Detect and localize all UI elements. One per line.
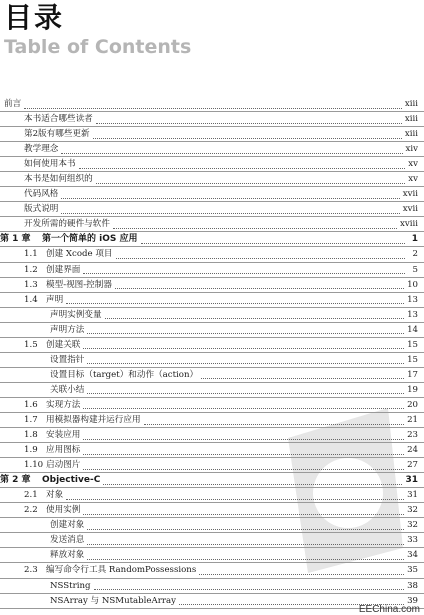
page-subtitle: Table of Contents <box>4 36 192 58</box>
toc-entry-label: 代码风格 <box>24 189 59 200</box>
dot-leader <box>24 100 402 109</box>
toc-entry-page: 14 <box>407 324 418 335</box>
toc-entry-page: 15 <box>407 339 418 350</box>
toc-entry-row[interactable] <box>0 518 424 533</box>
toc-entry-label: 版式说明 <box>24 204 59 215</box>
dot-leader <box>66 295 404 304</box>
toc-entry-label: 安装应用 <box>46 430 81 441</box>
toc-entry-label: 第一个简单的 iOS 应用 <box>42 234 138 245</box>
dot-leader <box>87 536 404 545</box>
toc-entry-page: xiv <box>405 144 418 155</box>
dot-leader <box>83 431 404 440</box>
toc-entry-row[interactable] <box>0 443 424 458</box>
toc-entry-label: 用模拟器构建并运行应用 <box>46 414 141 425</box>
toc-entry-page: xv <box>408 174 418 185</box>
toc-entry-label: 创建关联 <box>46 339 81 350</box>
toc-entry-number: 第 1 章 <box>0 234 31 245</box>
toc-entry-row[interactable] <box>0 368 424 383</box>
toc-entry-row[interactable] <box>0 338 424 353</box>
dot-leader <box>141 235 406 244</box>
toc-entry-page: xvii <box>402 189 418 200</box>
dot-leader <box>116 250 405 259</box>
toc-entry-page: 10 <box>407 279 418 290</box>
toc-entry-number: 1.4 <box>24 294 38 305</box>
toc-entry-label: 发送消息 <box>50 535 85 546</box>
dot-leader <box>96 115 402 124</box>
toc-entry-row[interactable] <box>0 413 424 428</box>
dot-leader <box>83 446 404 455</box>
toc-entry-row[interactable] <box>0 458 424 473</box>
toc-entry-row[interactable] <box>0 533 424 548</box>
toc-entry-number: 第 2 章 <box>0 475 31 486</box>
dot-leader <box>87 355 404 364</box>
toc-entry-page: 31 <box>407 490 418 501</box>
toc-entry-page: 2 <box>412 249 418 260</box>
toc-entry-row[interactable] <box>0 293 424 308</box>
dot-leader <box>87 521 404 530</box>
toc-entry-label: 编写命令行工具 RandomPossessions <box>46 565 197 576</box>
dot-leader <box>79 160 405 169</box>
toc-entry-number: 2.2 <box>24 505 38 516</box>
toc-entry-label: 前言 <box>4 99 22 109</box>
toc-entry-label: NSArray 与 NSMutableArray <box>50 595 176 606</box>
toc-entry-page: xiii <box>404 129 418 140</box>
toc-entry-row[interactable] <box>0 398 424 413</box>
dot-leader <box>83 400 404 409</box>
toc-entry-page: 23 <box>407 430 418 441</box>
dot-leader <box>96 175 405 184</box>
toc-entry-page: 5 <box>412 264 418 275</box>
dot-leader <box>87 385 404 394</box>
dot-leader <box>144 416 405 425</box>
toc-entry-label: 设置目标（target）和动作（action） <box>50 369 199 380</box>
toc-entry-label: Objective-C <box>42 475 101 486</box>
toc-entry-row[interactable] <box>0 97 424 112</box>
toc-entry-row[interactable] <box>0 157 424 172</box>
toc-entry-number: 1.10 <box>24 460 44 471</box>
dot-leader <box>83 461 404 470</box>
toc-entry-row[interactable] <box>0 187 424 202</box>
toc-entry-number: 2.3 <box>24 565 38 576</box>
dot-leader <box>201 370 404 379</box>
toc-entry-page: 32 <box>407 520 418 531</box>
toc-entry-page: 13 <box>407 309 418 320</box>
toc-entry-row[interactable] <box>0 353 424 368</box>
toc-entry-page: 20 <box>407 399 418 410</box>
dot-leader <box>66 491 404 500</box>
dot-leader <box>105 310 404 319</box>
toc-entry-number: 1.9 <box>24 445 38 456</box>
toc-entry-row[interactable] <box>0 579 424 594</box>
dot-leader <box>94 581 405 590</box>
toc-entry-row[interactable] <box>0 308 424 323</box>
dot-leader <box>115 280 404 289</box>
toc-entry-page: 1 <box>411 234 418 245</box>
dot-leader <box>93 130 402 139</box>
toc-entry-row[interactable] <box>0 428 424 443</box>
toc-entry-label: 创建界面 <box>46 264 81 275</box>
toc-entry-row[interactable] <box>0 503 424 518</box>
toc-entry-row[interactable] <box>0 323 424 338</box>
toc-entry-page: xviii <box>400 219 418 230</box>
toc-entry-number: 1.5 <box>24 339 38 350</box>
watermark: EEChina.com <box>358 604 420 615</box>
dot-leader <box>87 551 404 560</box>
toc-entry-label: 声明实例变量 <box>50 309 102 320</box>
toc-entry-label: 如何使用本书 <box>24 159 76 170</box>
toc-entry-row[interactable] <box>0 127 424 142</box>
toc-entry-label: 本书是如何组织的 <box>24 174 93 185</box>
toc-entry-label: NSString <box>50 580 91 591</box>
dot-leader <box>61 145 402 154</box>
toc-entry-row[interactable] <box>0 202 424 217</box>
toc-entry-row[interactable] <box>0 142 424 157</box>
dot-leader <box>87 325 404 334</box>
toc-entry-row[interactable] <box>0 383 424 398</box>
toc-entry-page: 17 <box>407 369 418 380</box>
dot-leader <box>113 220 397 229</box>
toc-entry-page: 27 <box>407 460 418 471</box>
toc-entry-row[interactable] <box>0 488 424 503</box>
dot-leader <box>61 190 399 199</box>
toc-entry-label: 应用图标 <box>46 445 81 456</box>
toc-entry-row[interactable] <box>0 263 424 278</box>
toc-entry-number: 2.1 <box>24 490 38 501</box>
toc-entry-page: 21 <box>407 414 418 425</box>
toc-chapter-row[interactable] <box>0 473 424 488</box>
toc-entry-page: 39 <box>407 595 418 606</box>
toc-entry-page: xiii <box>404 99 418 109</box>
dot-leader <box>61 205 399 214</box>
toc-entry-page: 33 <box>407 535 418 546</box>
toc-entry-page: xv <box>408 159 418 170</box>
toc-entry-page: 13 <box>407 294 418 305</box>
toc-entry-number: 1.6 <box>24 399 38 410</box>
toc-entry-label: 关联小结 <box>50 384 85 395</box>
toc-entry-label: 声明方法 <box>50 324 85 335</box>
toc-entry-row[interactable] <box>0 278 424 293</box>
toc-entry-page: 19 <box>407 384 418 395</box>
toc-entry-number: 1.1 <box>24 249 38 260</box>
toc-entry-label: 创建 Xcode 项目 <box>46 249 113 260</box>
dot-leader <box>199 566 404 575</box>
toc-entry-page: 32 <box>407 505 418 516</box>
toc-entry-page: 34 <box>407 550 418 561</box>
dot-leader <box>83 340 404 349</box>
toc-entry-label: 对象 <box>46 490 64 501</box>
toc-entry-label: 实现方法 <box>46 399 81 410</box>
toc-entry-label: 开发所需的硬件与软件 <box>24 219 110 230</box>
toc-entry-row[interactable] <box>0 172 424 187</box>
toc-entry-page: 15 <box>407 354 418 365</box>
toc-entry-page: 35 <box>407 565 418 576</box>
dot-leader <box>103 476 402 485</box>
toc-entry-label: 模型-视图-控制器 <box>46 279 112 290</box>
dot-leader <box>83 265 405 274</box>
toc-entry-number: 1.8 <box>24 430 38 441</box>
toc-entry-row[interactable] <box>0 548 424 563</box>
toc-entry-label: 释放对象 <box>50 550 85 561</box>
toc-entry-page: 31 <box>405 475 418 486</box>
toc-entry-label: 第2版有哪些更新 <box>24 129 90 140</box>
toc-entry-page: xvii <box>402 204 418 215</box>
table-of-contents <box>0 97 424 609</box>
toc-entry-label: 启动图片 <box>46 460 81 471</box>
toc-entry-row[interactable] <box>0 112 424 127</box>
toc-entry-number: 1.7 <box>24 414 38 425</box>
toc-entry-row[interactable] <box>0 563 424 578</box>
dot-leader <box>83 506 404 515</box>
toc-entry-page: 38 <box>407 580 418 591</box>
toc-entry-label: 教学理念 <box>24 144 59 155</box>
toc-entry-number: 1.2 <box>24 264 38 275</box>
toc-entry-page: 24 <box>407 445 418 456</box>
toc-entry-number: 1.3 <box>24 279 38 290</box>
toc-entry-label: 设置指针 <box>50 354 85 365</box>
toc-entry-label: 创建对象 <box>50 520 85 531</box>
page-title: 目录 <box>4 1 65 34</box>
toc-entry-label: 使用实例 <box>46 505 81 516</box>
toc-chapter-row[interactable] <box>0 232 424 247</box>
toc-entry-label: 本书适合哪些读者 <box>24 114 93 125</box>
header <box>4 2 191 58</box>
toc-entry-page: xiii <box>404 114 418 125</box>
toc-entry-label: 声明 <box>46 294 64 305</box>
toc-entry-row[interactable] <box>0 247 424 262</box>
toc-entry-row[interactable] <box>0 217 424 232</box>
